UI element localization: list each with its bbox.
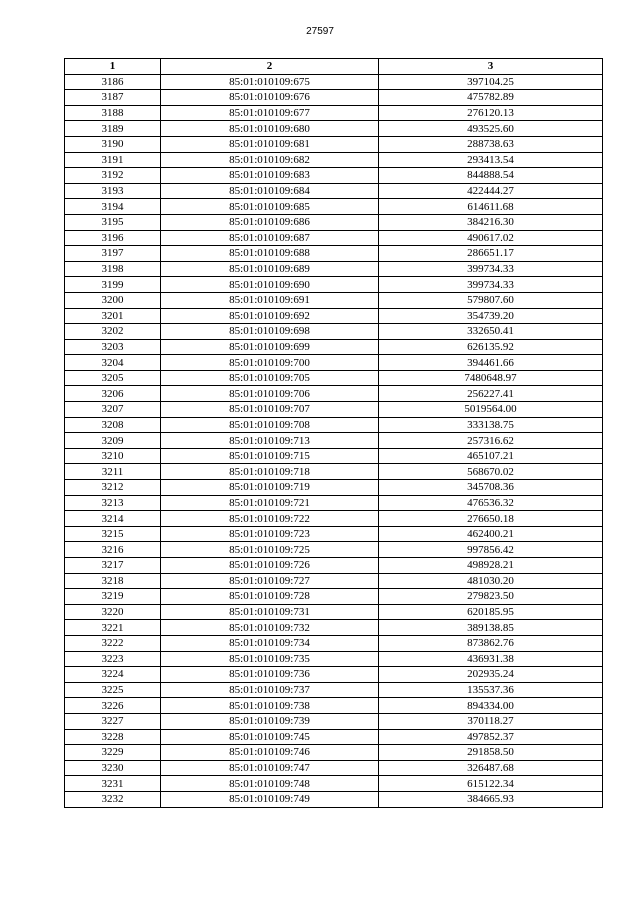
row-number-cell: 3226 (65, 698, 161, 714)
table-row (65, 776, 603, 792)
row-number-cell: 3208 (65, 417, 161, 433)
row-number-cell: 3193 (65, 183, 161, 199)
row-number-cell: 3215 (65, 526, 161, 542)
value-cell: 399734.33 (379, 277, 603, 293)
row-number-cell: 3189 (65, 121, 161, 137)
value-cell: 626135.92 (379, 339, 603, 355)
column-header-1: 1 (65, 59, 161, 75)
page-number: 27597 (306, 26, 334, 37)
row-number-cell: 3225 (65, 682, 161, 698)
table-row (65, 136, 603, 152)
row-number-cell: 3207 (65, 402, 161, 418)
table-row (65, 573, 603, 589)
value-cell: 384216.30 (379, 214, 603, 230)
cadastral-number-cell: 85:01:010109:676 (161, 90, 379, 106)
cadastral-number-cell: 85:01:010109:692 (161, 308, 379, 324)
table-body (65, 74, 603, 807)
row-number-cell: 3230 (65, 760, 161, 776)
cadastral-number-cell: 85:01:010109:682 (161, 152, 379, 168)
value-cell: 614611.68 (379, 199, 603, 215)
value-cell: 291858.50 (379, 745, 603, 761)
row-number-cell: 3223 (65, 651, 161, 667)
table-row (65, 526, 603, 542)
table-row (65, 760, 603, 776)
row-number-cell: 3194 (65, 199, 161, 215)
value-cell: 493525.60 (379, 121, 603, 137)
cadastral-number-cell: 85:01:010109:683 (161, 168, 379, 184)
cadastral-number-cell: 85:01:010109:684 (161, 183, 379, 199)
row-number-cell: 3191 (65, 152, 161, 168)
row-number-cell: 3190 (65, 136, 161, 152)
value-cell: 394461.66 (379, 355, 603, 371)
cadastral-number-cell: 85:01:010109:691 (161, 292, 379, 308)
value-cell: 498928.21 (379, 558, 603, 574)
row-number-cell: 3214 (65, 511, 161, 527)
table-row (65, 745, 603, 761)
table-row (65, 698, 603, 714)
table-row (65, 355, 603, 371)
cadastral-number-cell: 85:01:010109:706 (161, 386, 379, 402)
cadastral-number-cell: 85:01:010109:748 (161, 776, 379, 792)
value-cell: 332650.41 (379, 324, 603, 340)
row-number-cell: 3204 (65, 355, 161, 371)
cadastral-number-cell: 85:01:010109:737 (161, 682, 379, 698)
row-number-cell: 3188 (65, 105, 161, 121)
cadastral-number-cell: 85:01:010109:713 (161, 433, 379, 449)
row-number-cell: 3198 (65, 261, 161, 277)
cadastral-number-cell: 85:01:010109:685 (161, 199, 379, 215)
table-row (65, 448, 603, 464)
cadastral-number-cell: 85:01:010109:739 (161, 713, 379, 729)
table-row (65, 667, 603, 683)
cadastral-number-cell: 85:01:010109:736 (161, 667, 379, 683)
table-row (65, 370, 603, 386)
cadastral-number-cell: 85:01:010109:734 (161, 635, 379, 651)
cadastral-number-cell: 85:01:010109:726 (161, 558, 379, 574)
row-number-cell: 3222 (65, 635, 161, 651)
row-number-cell: 3217 (65, 558, 161, 574)
cadastral-number-cell: 85:01:010109:680 (161, 121, 379, 137)
value-cell: 384665.93 (379, 791, 603, 807)
row-number-cell: 3211 (65, 464, 161, 480)
value-cell: 276650.18 (379, 511, 603, 527)
table-row (65, 433, 603, 449)
row-number-cell: 3187 (65, 90, 161, 106)
table-row (65, 511, 603, 527)
cadastral-number-cell: 85:01:010109:708 (161, 417, 379, 433)
row-number-cell: 3206 (65, 386, 161, 402)
value-cell: 397104.25 (379, 74, 603, 90)
table-row (65, 682, 603, 698)
table-row (65, 152, 603, 168)
table-row (65, 417, 603, 433)
cadastral-number-cell: 85:01:010109:686 (161, 214, 379, 230)
value-cell: 257316.62 (379, 433, 603, 449)
value-cell: 997856.42 (379, 542, 603, 558)
value-cell: 873862.76 (379, 635, 603, 651)
value-cell: 286651.17 (379, 246, 603, 262)
cadastral-number-cell: 85:01:010109:747 (161, 760, 379, 776)
cadastral-number-cell: 85:01:010109:732 (161, 620, 379, 636)
value-cell: 276120.13 (379, 105, 603, 121)
table-row (65, 635, 603, 651)
value-cell: 7480648.97 (379, 370, 603, 386)
cadastral-number-cell: 85:01:010109:689 (161, 261, 379, 277)
row-number-cell: 3221 (65, 620, 161, 636)
row-number-cell: 3219 (65, 589, 161, 605)
cadastral-number-cell: 85:01:010109:746 (161, 745, 379, 761)
header-row (65, 59, 603, 75)
value-cell: 615122.34 (379, 776, 603, 792)
cadastral-number-cell: 85:01:010109:725 (161, 542, 379, 558)
table-row (65, 713, 603, 729)
cadastral-number-cell: 85:01:010109:731 (161, 604, 379, 620)
cadastral-number-cell: 85:01:010109:721 (161, 495, 379, 511)
value-cell: 422444.27 (379, 183, 603, 199)
table-row (65, 542, 603, 558)
value-cell: 568670.02 (379, 464, 603, 480)
cadastral-number-cell: 85:01:010109:681 (161, 136, 379, 152)
table-row (65, 246, 603, 262)
row-number-cell: 3192 (65, 168, 161, 184)
value-cell: 497852.37 (379, 729, 603, 745)
cadastral-number-cell: 85:01:010109:690 (161, 277, 379, 293)
cadastral-number-cell: 85:01:010109:715 (161, 448, 379, 464)
table-row (65, 464, 603, 480)
table-row (65, 324, 603, 340)
cadastral-number-cell: 85:01:010109:727 (161, 573, 379, 589)
cadastral-number-cell: 85:01:010109:723 (161, 526, 379, 542)
value-cell: 256227.41 (379, 386, 603, 402)
row-number-cell: 3224 (65, 667, 161, 683)
table-row (65, 558, 603, 574)
row-number-cell: 3205 (65, 370, 161, 386)
row-number-cell: 3231 (65, 776, 161, 792)
cadastral-number-cell: 85:01:010109:688 (161, 246, 379, 262)
row-number-cell: 3227 (65, 713, 161, 729)
cadastral-number-cell: 85:01:010109:735 (161, 651, 379, 667)
table-row (65, 620, 603, 636)
table-row (65, 168, 603, 184)
table-row (65, 480, 603, 496)
row-number-cell: 3218 (65, 573, 161, 589)
cadastral-number-cell: 85:01:010109:749 (161, 791, 379, 807)
column-header-3: 3 (379, 59, 603, 75)
row-number-cell: 3213 (65, 495, 161, 511)
row-number-cell: 3199 (65, 277, 161, 293)
value-cell: 288738.63 (379, 136, 603, 152)
row-number-cell: 3195 (65, 214, 161, 230)
data-table (64, 58, 603, 808)
table-row (65, 230, 603, 246)
row-number-cell: 3197 (65, 246, 161, 262)
cadastral-number-cell: 85:01:010109:728 (161, 589, 379, 605)
value-cell: 475782.89 (379, 90, 603, 106)
row-number-cell: 3200 (65, 292, 161, 308)
table-row (65, 791, 603, 807)
table-row (65, 90, 603, 106)
table-row (65, 651, 603, 667)
row-number-cell: 3202 (65, 324, 161, 340)
cadastral-number-cell: 85:01:010109:677 (161, 105, 379, 121)
row-number-cell: 3212 (65, 480, 161, 496)
table-row (65, 308, 603, 324)
table-row (65, 495, 603, 511)
row-number-cell: 3196 (65, 230, 161, 246)
cadastral-number-cell: 85:01:010109:699 (161, 339, 379, 355)
value-cell: 894334.00 (379, 698, 603, 714)
table-header (65, 59, 603, 75)
row-number-cell: 3203 (65, 339, 161, 355)
table-row (65, 402, 603, 418)
row-number-cell: 3220 (65, 604, 161, 620)
value-cell: 5019564.00 (379, 402, 603, 418)
value-cell: 462400.21 (379, 526, 603, 542)
cadastral-number-cell: 85:01:010109:687 (161, 230, 379, 246)
table-row (65, 729, 603, 745)
row-number-cell: 3229 (65, 745, 161, 761)
table-row (65, 339, 603, 355)
cadastral-number-cell: 85:01:010109:722 (161, 511, 379, 527)
table-row (65, 199, 603, 215)
cadastral-number-cell: 85:01:010109:718 (161, 464, 379, 480)
cadastral-number-cell: 85:01:010109:675 (161, 74, 379, 90)
value-cell: 399734.33 (379, 261, 603, 277)
value-cell: 490617.02 (379, 230, 603, 246)
table-row (65, 183, 603, 199)
value-cell: 481030.20 (379, 573, 603, 589)
table-row (65, 74, 603, 90)
table-row (65, 604, 603, 620)
cadastral-number-cell: 85:01:010109:719 (161, 480, 379, 496)
value-cell: 436931.38 (379, 651, 603, 667)
value-cell: 579807.60 (379, 292, 603, 308)
cadastral-number-cell: 85:01:010109:705 (161, 370, 379, 386)
value-cell: 202935.24 (379, 667, 603, 683)
cadastral-number-cell: 85:01:010109:700 (161, 355, 379, 371)
value-cell: 135537.36 (379, 682, 603, 698)
row-number-cell: 3209 (65, 433, 161, 449)
value-cell: 476536.32 (379, 495, 603, 511)
column-header-2: 2 (161, 59, 379, 75)
table-row (65, 277, 603, 293)
table-row (65, 261, 603, 277)
value-cell: 345708.36 (379, 480, 603, 496)
value-cell: 354739.20 (379, 308, 603, 324)
table-row (65, 214, 603, 230)
row-number-cell: 3201 (65, 308, 161, 324)
value-cell: 389138.85 (379, 620, 603, 636)
row-number-cell: 3232 (65, 791, 161, 807)
table-row (65, 105, 603, 121)
value-cell: 465107.21 (379, 448, 603, 464)
value-cell: 844888.54 (379, 168, 603, 184)
cadastral-number-cell: 85:01:010109:738 (161, 698, 379, 714)
value-cell: 279823.50 (379, 589, 603, 605)
value-cell: 326487.68 (379, 760, 603, 776)
table-row (65, 121, 603, 137)
row-number-cell: 3228 (65, 729, 161, 745)
cadastral-number-cell: 85:01:010109:707 (161, 402, 379, 418)
value-cell: 293413.54 (379, 152, 603, 168)
table-row (65, 386, 603, 402)
table-row (65, 292, 603, 308)
cadastral-number-cell: 85:01:010109:698 (161, 324, 379, 340)
row-number-cell: 3186 (65, 74, 161, 90)
row-number-cell: 3216 (65, 542, 161, 558)
value-cell: 333138.75 (379, 417, 603, 433)
table-row (65, 589, 603, 605)
row-number-cell: 3210 (65, 448, 161, 464)
value-cell: 620185.95 (379, 604, 603, 620)
cadastral-number-cell: 85:01:010109:745 (161, 729, 379, 745)
value-cell: 370118.27 (379, 713, 603, 729)
